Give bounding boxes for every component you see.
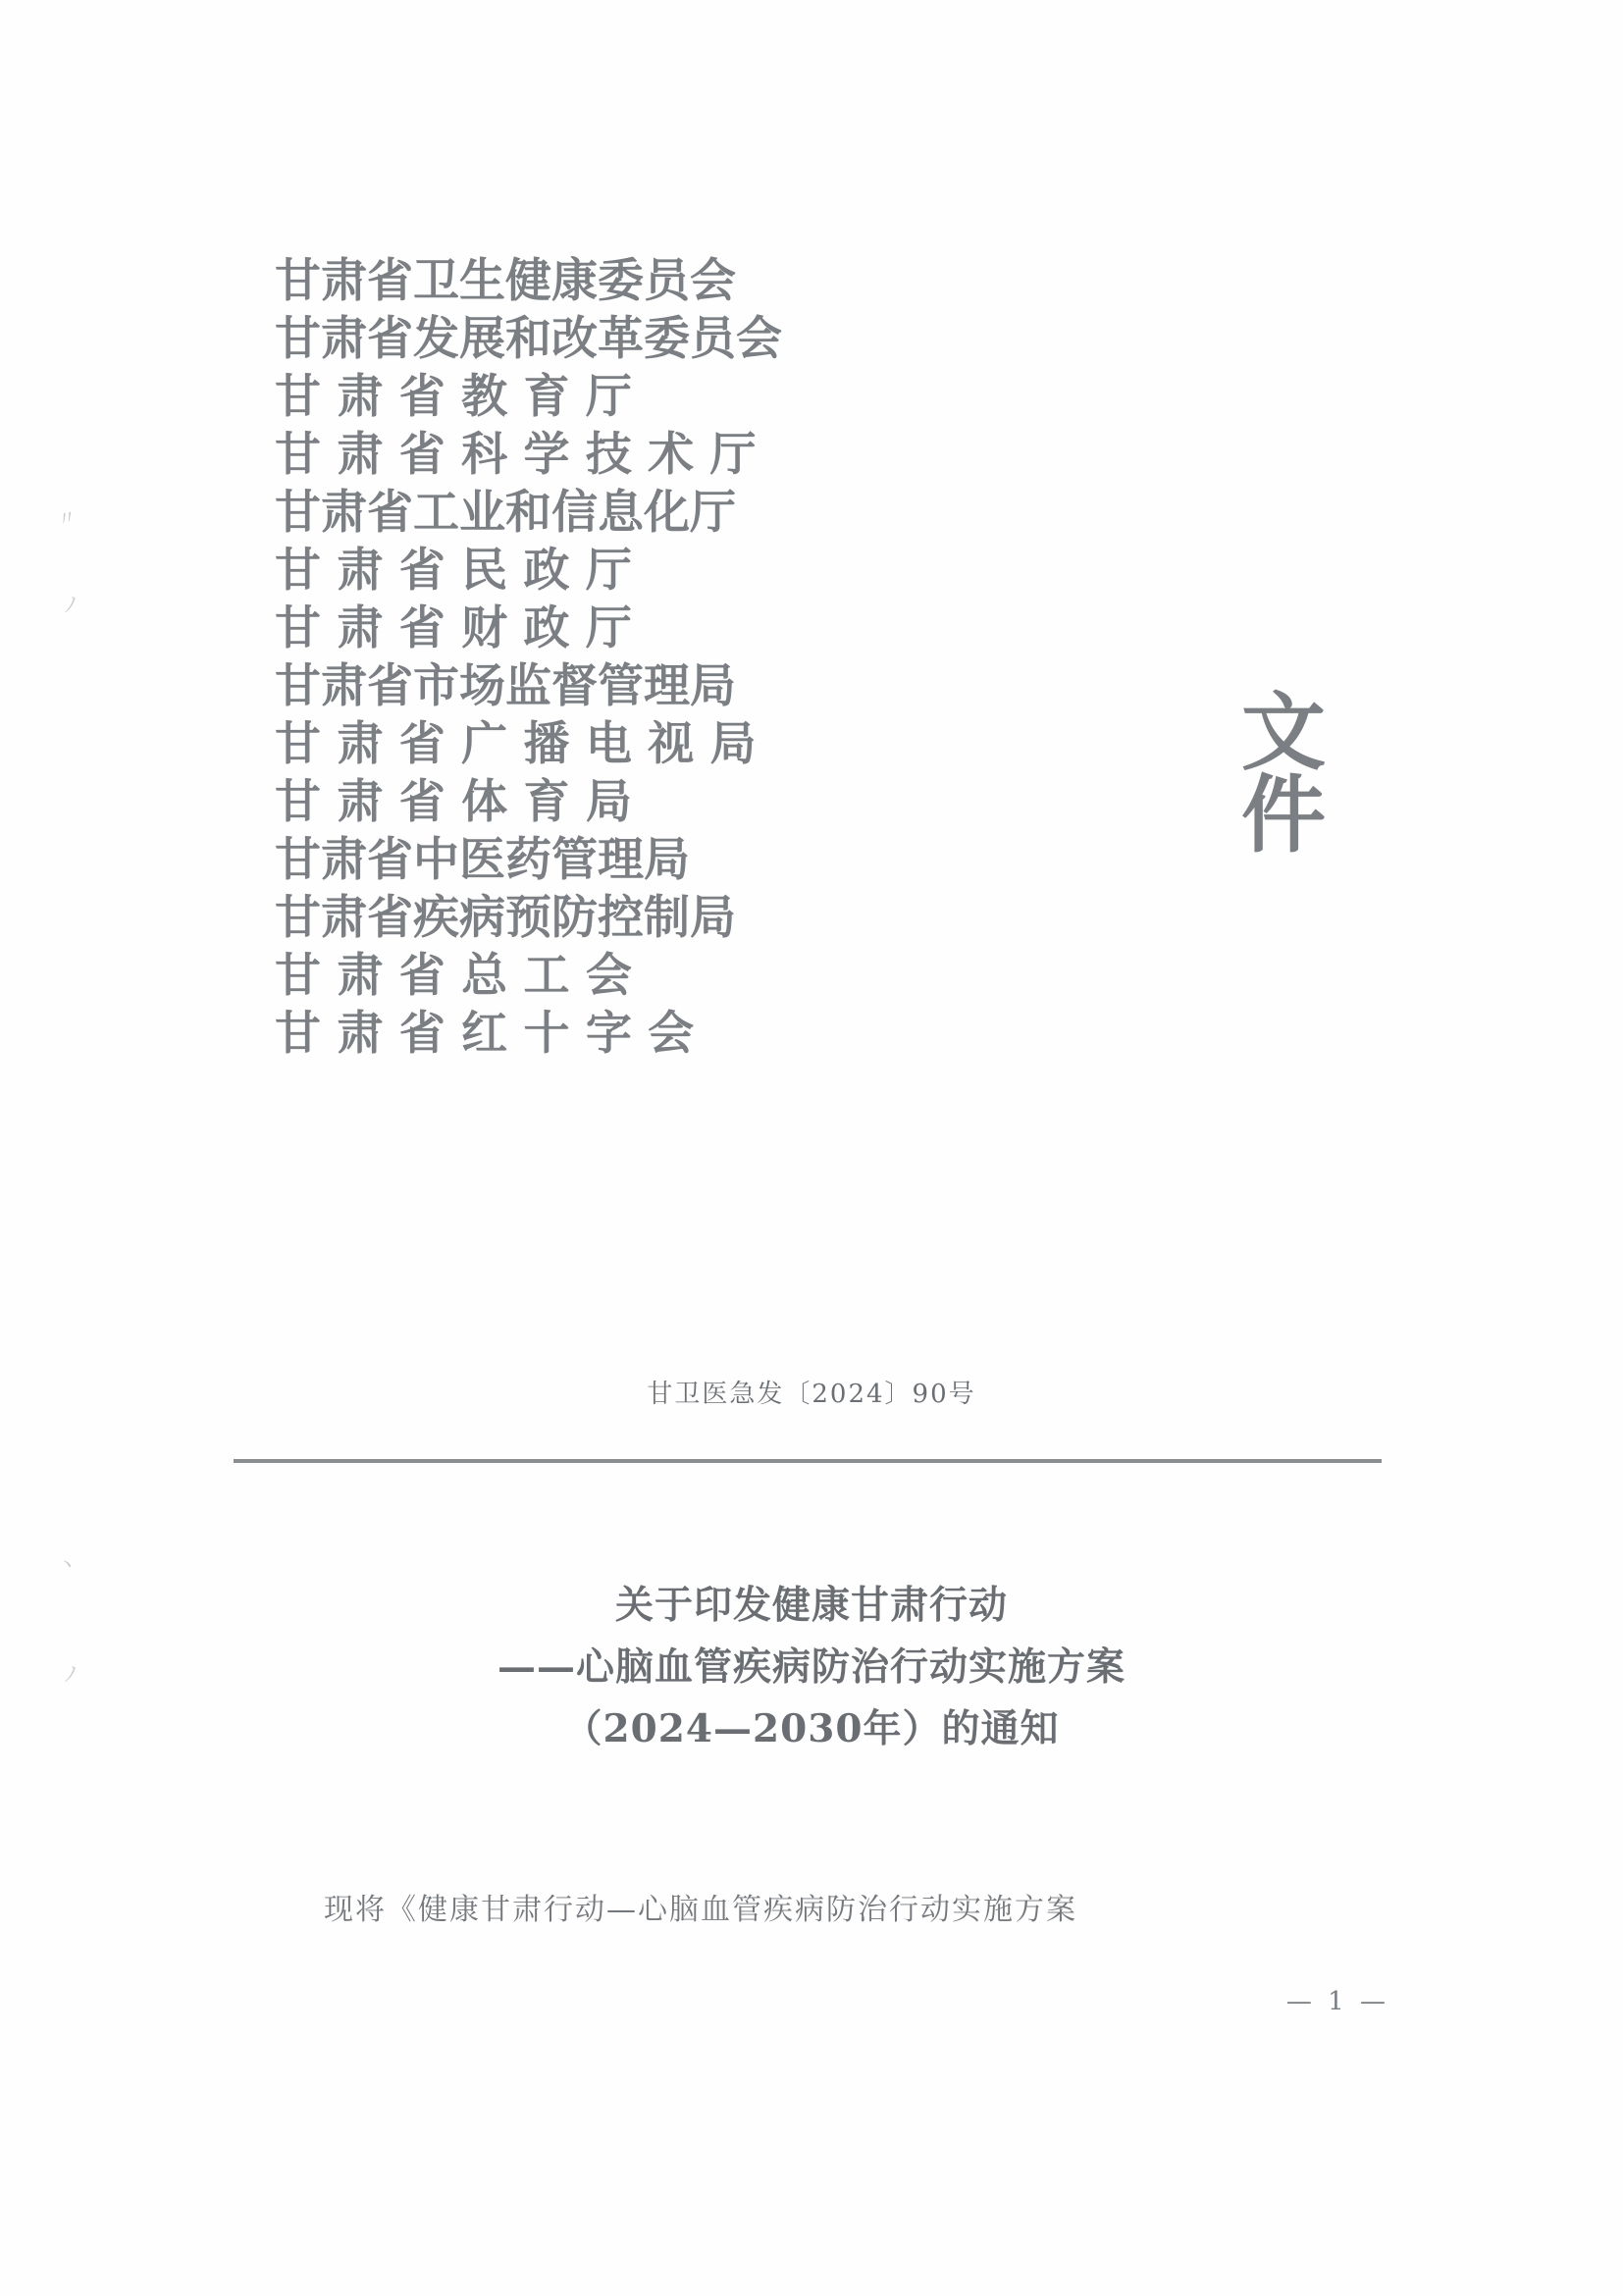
agency-name: 甘肃省工业和信息化厅: [275, 486, 736, 540]
document-type-mark-char: 件: [1241, 765, 1326, 865]
agency-line: [275, 949, 1256, 1003]
body-paragraph: [324, 1882, 1413, 1938]
scan-artifact-icon: ノ: [59, 591, 82, 618]
agency-name: 甘 肃 省 红 十 字 会: [275, 1007, 695, 1061]
agency-name: 甘 肃 省 财 政 厅: [275, 601, 632, 655]
agency-line: [275, 833, 1256, 887]
header-divider: [234, 1459, 1382, 1463]
agency-line: [275, 1007, 1256, 1061]
agency-name: 甘 肃 省 总 工 会: [275, 949, 632, 1003]
agency-name: 甘肃省市场监督管理局: [275, 659, 736, 713]
agency-line: [275, 544, 1256, 598]
title-line: ——心脑血管疾病防治行动实施方案: [497, 1644, 1126, 1691]
masthead-agency-list: [275, 254, 1256, 1068]
agency-line: [275, 717, 1256, 771]
agency-name: 甘肃省疾病预防控制局: [275, 891, 736, 945]
agency-name: 甘 肃 省 科 学 技 术 厅: [275, 428, 757, 482]
body-line: 现将《健康甘肃行动—心脑血管疾病防治行动实施方案: [324, 1893, 1077, 1927]
agency-line: [275, 370, 1256, 424]
agency-name: 甘肃省中医药管理局: [275, 833, 690, 887]
agency-line: [275, 312, 1256, 366]
agency-name: 甘 肃 省 体 育 局: [275, 775, 632, 829]
agency-line: [275, 659, 1256, 713]
title-line: （2024—2030年）的通知: [563, 1706, 1060, 1752]
agency-name: 甘 肃 省 广 播 电 视 局: [275, 717, 757, 771]
document-type-mark: [1215, 683, 1352, 865]
agency-line: [275, 254, 1256, 308]
page-title: [0, 1575, 1623, 1761]
agency-name: 甘肃省发展和改革委员会: [275, 312, 782, 366]
agency-line: [275, 775, 1256, 829]
agency-line: [275, 486, 1256, 540]
document-type-mark-char: 文: [1241, 683, 1326, 782]
agency-line: [275, 428, 1256, 482]
agency-line: [275, 891, 1256, 945]
agency-name: 甘 肃 省 教 育 厅: [275, 370, 632, 424]
page-number: — 1 —: [1285, 1987, 1389, 2016]
scan-artifact-icon: ヽ: [55, 1550, 79, 1578]
scan-artifact-icon: 〃: [54, 503, 79, 533]
title-line: 关于印发健康甘肃行动: [614, 1583, 1008, 1628]
agency-name: 甘肃省卫生健康委员会: [275, 254, 736, 308]
agency-line: [275, 601, 1256, 655]
scan-artifact-icon: ノ: [59, 1661, 82, 1687]
agency-name: 甘 肃 省 民 政 厅: [275, 544, 632, 598]
document-number: 甘卫医急发〔2024〕90号: [647, 1380, 976, 1409]
